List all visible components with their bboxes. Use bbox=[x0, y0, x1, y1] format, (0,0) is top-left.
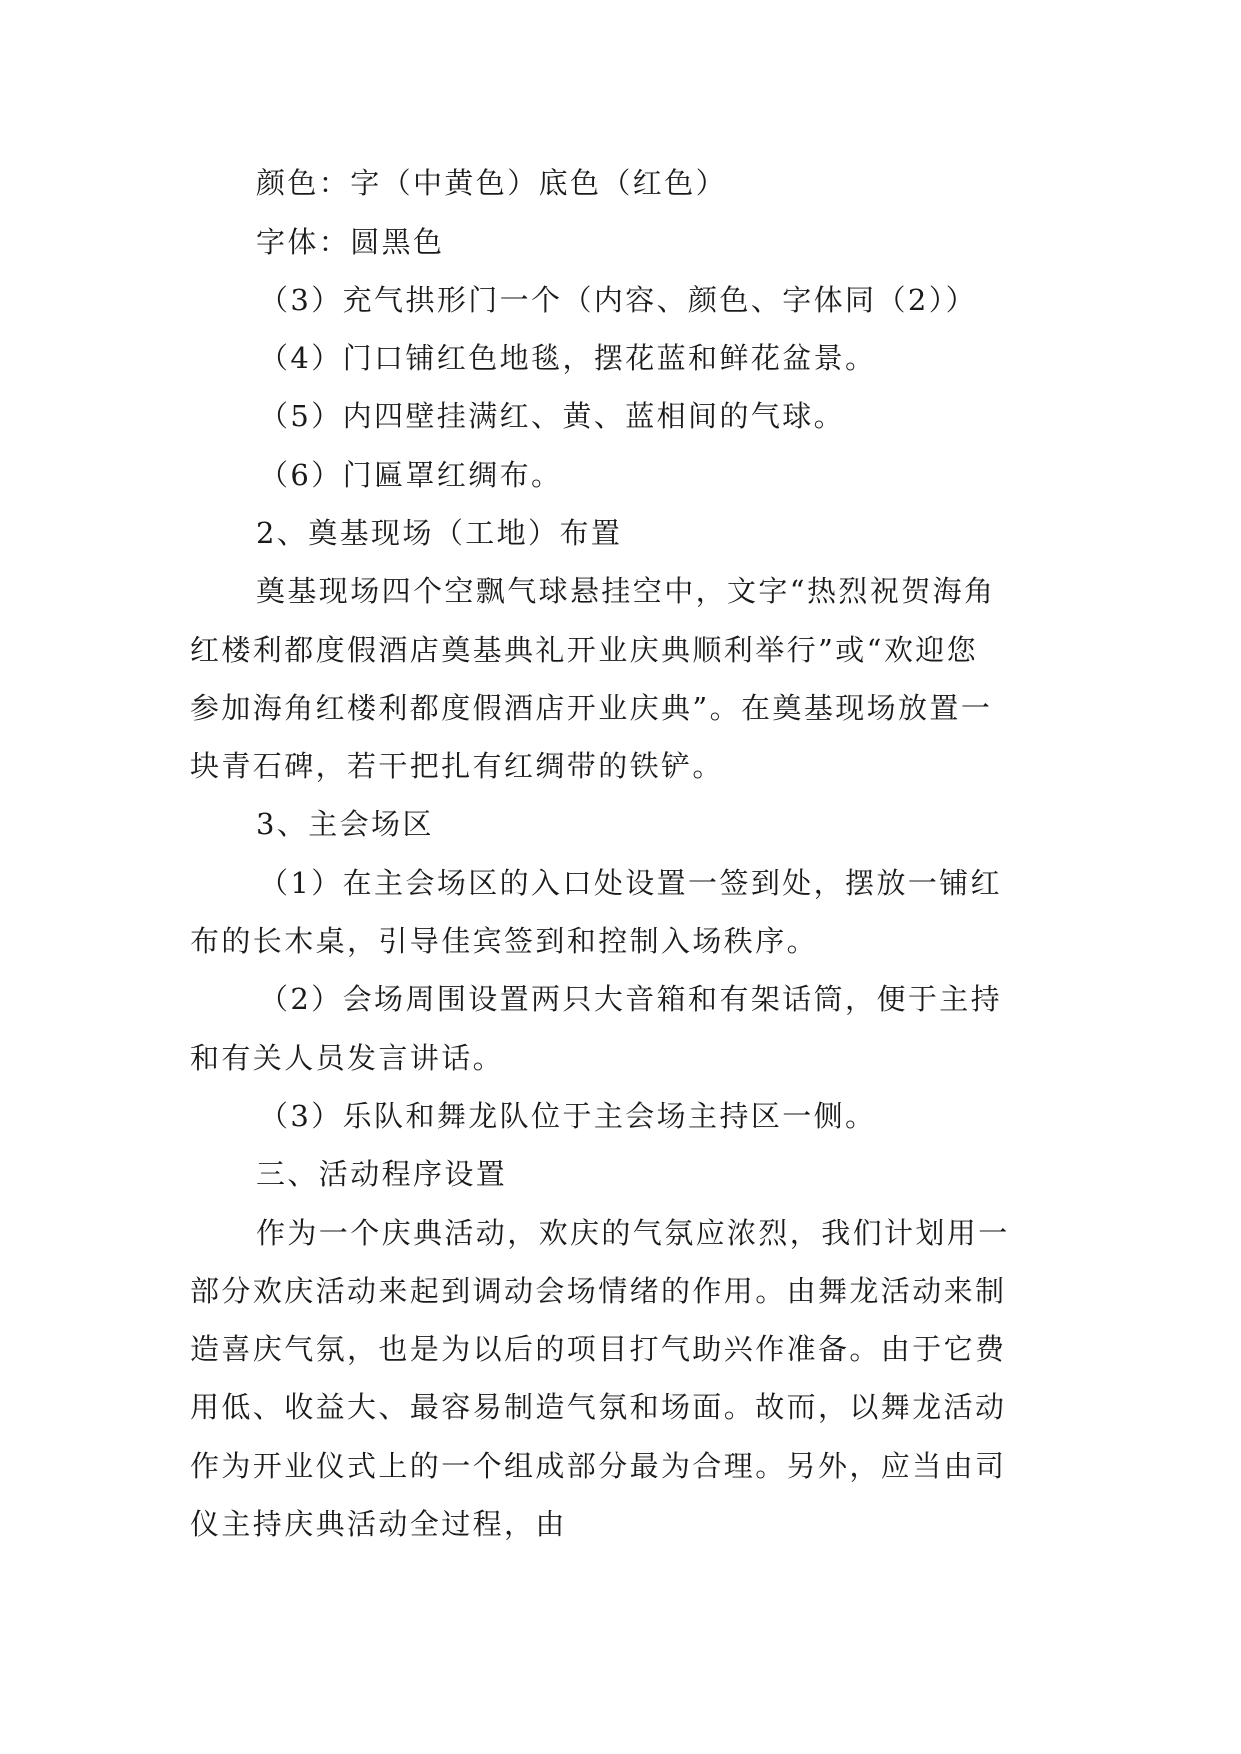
paragraph-line: 部分欢庆活动来起到调动会场情绪的作用。由舞龙活动来制 bbox=[190, 1274, 1007, 1308]
list-item-red-carpet: （4）门口铺红色地毯，摆花蓝和鲜花盆景。 bbox=[259, 341, 877, 375]
list-item-speakers: （2）会场周围设置两只大音箱和有架话筒，便于主持 bbox=[259, 982, 1003, 1016]
color-spec-line: 颜色：字（中黄色）底色（红色） bbox=[256, 166, 728, 200]
paragraph-line: 仪主持庆典活动全过程，由 bbox=[190, 1507, 567, 1541]
paragraph-line: 造喜庆气氛，也是为以后的项目打气助兴作准备。由于它费 bbox=[190, 1332, 1007, 1366]
paragraph-line: 和有关人员发言讲话。 bbox=[190, 1041, 505, 1075]
paragraph-line: 参加海角红楼利都度假酒店开业庆典”。在奠基现场放置一 bbox=[190, 691, 993, 725]
list-item-arch-door: （3）充气拱形门一个（内容、颜色、字体同（2）） bbox=[259, 283, 978, 317]
section-heading-main-venue: 3、主会场区 bbox=[256, 807, 434, 841]
list-item-door-plaque: （6）门匾罩红绸布。 bbox=[259, 458, 563, 492]
paragraph-line: 块青石碑，若干把扎有红绸带的铁铲。 bbox=[190, 749, 724, 783]
font-spec-line: 字体：圆黑色 bbox=[256, 225, 445, 259]
paragraph-line: 作为开业仪式上的一个组成部分最为合理。另外，应当由司 bbox=[190, 1449, 1007, 1483]
list-item-sign-in: （1）在主会场区的入口处设置一签到处，摆放一铺红 bbox=[259, 866, 1003, 900]
paragraph-line: 红楼利都度假酒店奠基典礼开业庆典顺利举行”或“欢迎您 bbox=[190, 633, 979, 667]
paragraph-line: 用低、收益大、最容易制造气氛和场面。故而，以舞龙活动 bbox=[190, 1390, 1007, 1424]
list-item-balloons: （5）内四壁挂满红、黄、蓝相间的气球。 bbox=[259, 399, 846, 433]
section-heading-program: 三、活动程序设置 bbox=[256, 1157, 508, 1191]
list-item-band: （3）乐队和舞龙队位于主会场主持区一侧。 bbox=[259, 1099, 877, 1133]
paragraph-line: 奠基现场四个空飘气球悬挂空中，文字“热烈祝贺海角 bbox=[256, 574, 996, 608]
section-heading-groundbreaking: 2、奠基现场（工地）布置 bbox=[256, 516, 623, 550]
paragraph-line: 布的长木桌，引导佳宾签到和控制入场秩序。 bbox=[190, 924, 819, 958]
paragraph-line: 作为一个庆典活动，欢庆的气氛应浓烈，我们计划用一 bbox=[256, 1216, 1010, 1250]
